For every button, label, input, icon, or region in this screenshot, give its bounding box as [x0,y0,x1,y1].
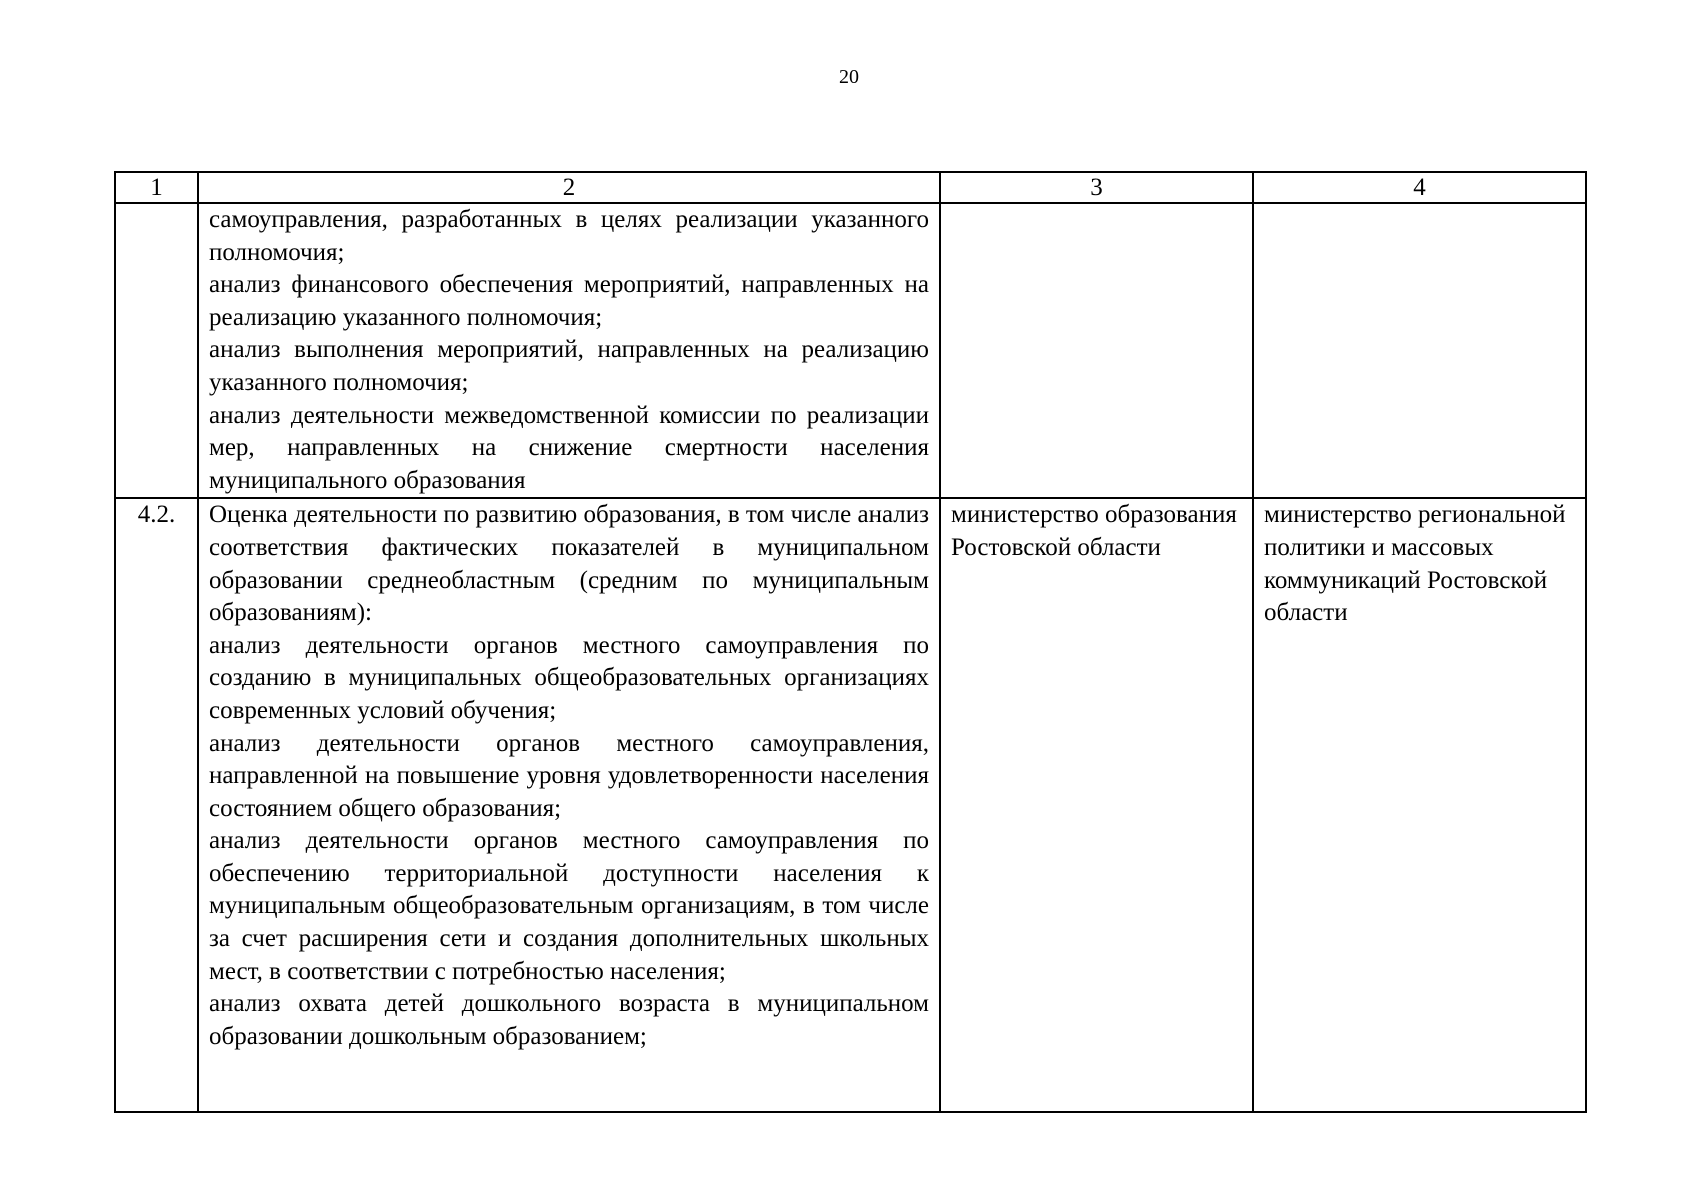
measure-paragraph: анализ деятельности межведомственной комиссии по реализации мер, направленных на снижение смертности населения муниципального образования [209,401,929,494]
measure-paragraph: самоуправления, разработанных в целях реализации указанного полномочия; [209,206,929,266]
column-header-2: 2 [198,172,940,203]
table-row-continuation [115,203,1586,498]
measure-paragraph: анализ финансового обеспечения мероприятий, направленных на реализацию указанного полномочия; [209,271,929,331]
column-header-1: 1 [115,172,198,203]
column-header-4: 4 [1253,172,1586,203]
responsible-cell: министерство образования Ростовской области [940,498,1253,1112]
measures-table [114,171,1587,1113]
measure-paragraph: анализ охвата детей дошкольного возраста в муниципальном образовании дошкольным образованием; [209,990,929,1050]
measure-paragraph: анализ деятельности органов местного самоуправления, направленной на повышение уровня удовлетворенности населения состоянием общего образования; [209,729,929,822]
page-number: 20 [839,66,859,88]
row-number-cell: 4.2. [115,498,198,1112]
column-header-3: 3 [940,172,1253,203]
measure-paragraph: анализ выполнения мероприятий, направленных на реализацию указанного полномочия; [209,336,929,396]
table-row-4-2 [115,498,1586,1112]
measure-description-cell [198,498,940,1112]
measure-description-cell [198,203,940,498]
row-number-cell [115,203,198,498]
responsible-cell [940,203,1253,498]
measure-paragraph: Оценка деятельности по развитию образования, в том числе анализ соответствия фактических показателей в муниципальном образовании среднеобластным (средним по муниципальным образованиям): [209,501,929,627]
coexecutor-cell: министерство региональной политики и массовых коммуникаций Ростовской области [1253,498,1586,1112]
measure-paragraph: анализ деятельности органов местного самоуправления по обеспечению территориальной доступности населения к муниципальным общеобразовательным организациям, в том числе за счет расширения сети и создания дополнительных школьных мест, в соответствии с потребностью населения; [209,827,929,985]
coexecutor-cell [1253,203,1586,498]
table-header-row [115,172,1586,203]
measure-paragraph: анализ деятельности органов местного самоуправления по созданию в муниципальных общеобразовательных организациях современных условий обучения; [209,631,929,724]
